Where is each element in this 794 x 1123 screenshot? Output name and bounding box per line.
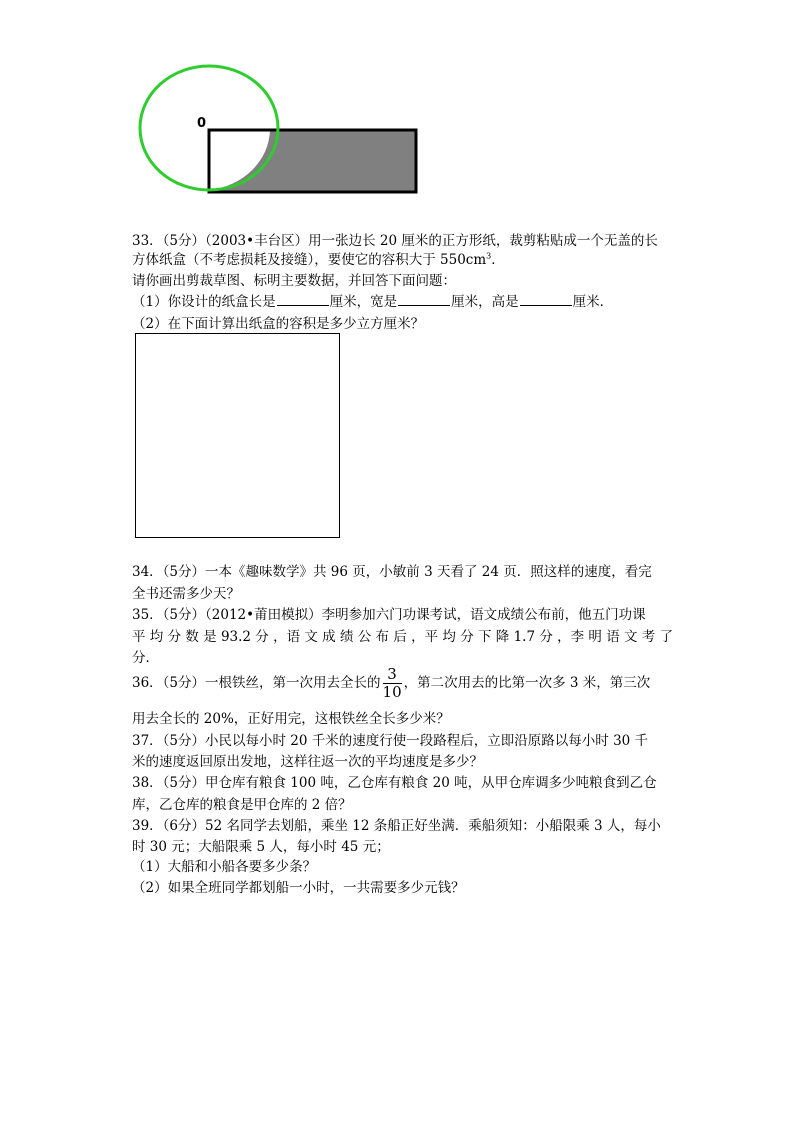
q33-line4: （1）你设计的纸盒长是 厘米，宽是 厘米，高是 厘米． [132, 294, 614, 310]
q39-line2: 时 30 元；大船限乘 5 人，每小时 45 元； [132, 839, 390, 855]
origin-label: 0 [197, 116, 207, 131]
geometry-figure [0, 0, 794, 200]
q36-line1: 36．（5分）一根铁丝，第一次用去全长的 $\frac{3}{10}$ ，第二次用去的比第一次多 3 米，第三次 [132, 665, 651, 701]
q33-line1: 33．（5分）（2003•丰台区）用一张边长 20 厘米的正方形纸，裁剪粘贴成一个无盖的长 [132, 233, 658, 249]
q39-line3: （1）大船和小船各要多少条？ [132, 859, 317, 875]
q37-line1: 37．（5分）小民以每小时 20 千米的速度行使一段路程后，立即沿原路以每小时 30 千 [132, 733, 649, 749]
q36-line2: 用去全长的 20%，正好用完，这根铁丝全长多少米？ [132, 711, 450, 727]
answer-box[interactable] [135, 333, 340, 538]
width-blank[interactable] [398, 293, 450, 306]
q34-line2: 全书还需多少天？ [132, 586, 240, 602]
length-blank[interactable] [277, 293, 329, 306]
q38-line2: 库，乙仓库的粮食是甲仓库的 2 倍？ [132, 797, 352, 813]
q38-line1: 38．（5分）甲仓库有粮食 100 吨，乙仓库有粮食 20 吨，从甲仓库调多少吨粮食到乙仓 [132, 775, 657, 791]
height-blank[interactable] [520, 293, 572, 306]
fraction: $\frac{3}{10}$ [382, 665, 402, 701]
q39-line4: （2）如果全班同学都划船一小时，一共需要多少元钱？ [132, 880, 465, 896]
q33-line2: 方体纸盒（不考虑损耗及接缝），要使它的容积大于 $550cm^3$． [132, 251, 505, 268]
q35-line2: 平 均 分 数 是 93.2 分 ，语 文 成 绩 公 布 后 ，平 均 分 下 降 1.7 分 ，李 明 语 文 考 了 [132, 629, 674, 645]
q35-line3: 分． [132, 650, 159, 666]
q33-line3: 请你画出剪裁草图、标明主要数据，并回答下面问题： [132, 273, 456, 289]
q33-line5: （2）在下面计算出纸盒的容积是多少立方厘米？ [132, 316, 425, 332]
q37-line2: 米的速度返回原出发地，这样往返一次的平均速度是多少？ [132, 754, 483, 770]
q35-line1: 35．（5分）（2012•莆田模拟）李明参加六门功课考试，语文成绩公布前，他五门功课 [132, 607, 646, 623]
q34-line1: 34．（5分）一本《趣味数学》共 96 页，小敏前 3 天看了 24 页．照这样的速度，看完 [132, 564, 652, 580]
q39-line1: 39．（6分）52 名同学去划船，乘坐 12 条船正好坐满．乘船须知：小船限乘 3 人，每小 [132, 818, 661, 834]
